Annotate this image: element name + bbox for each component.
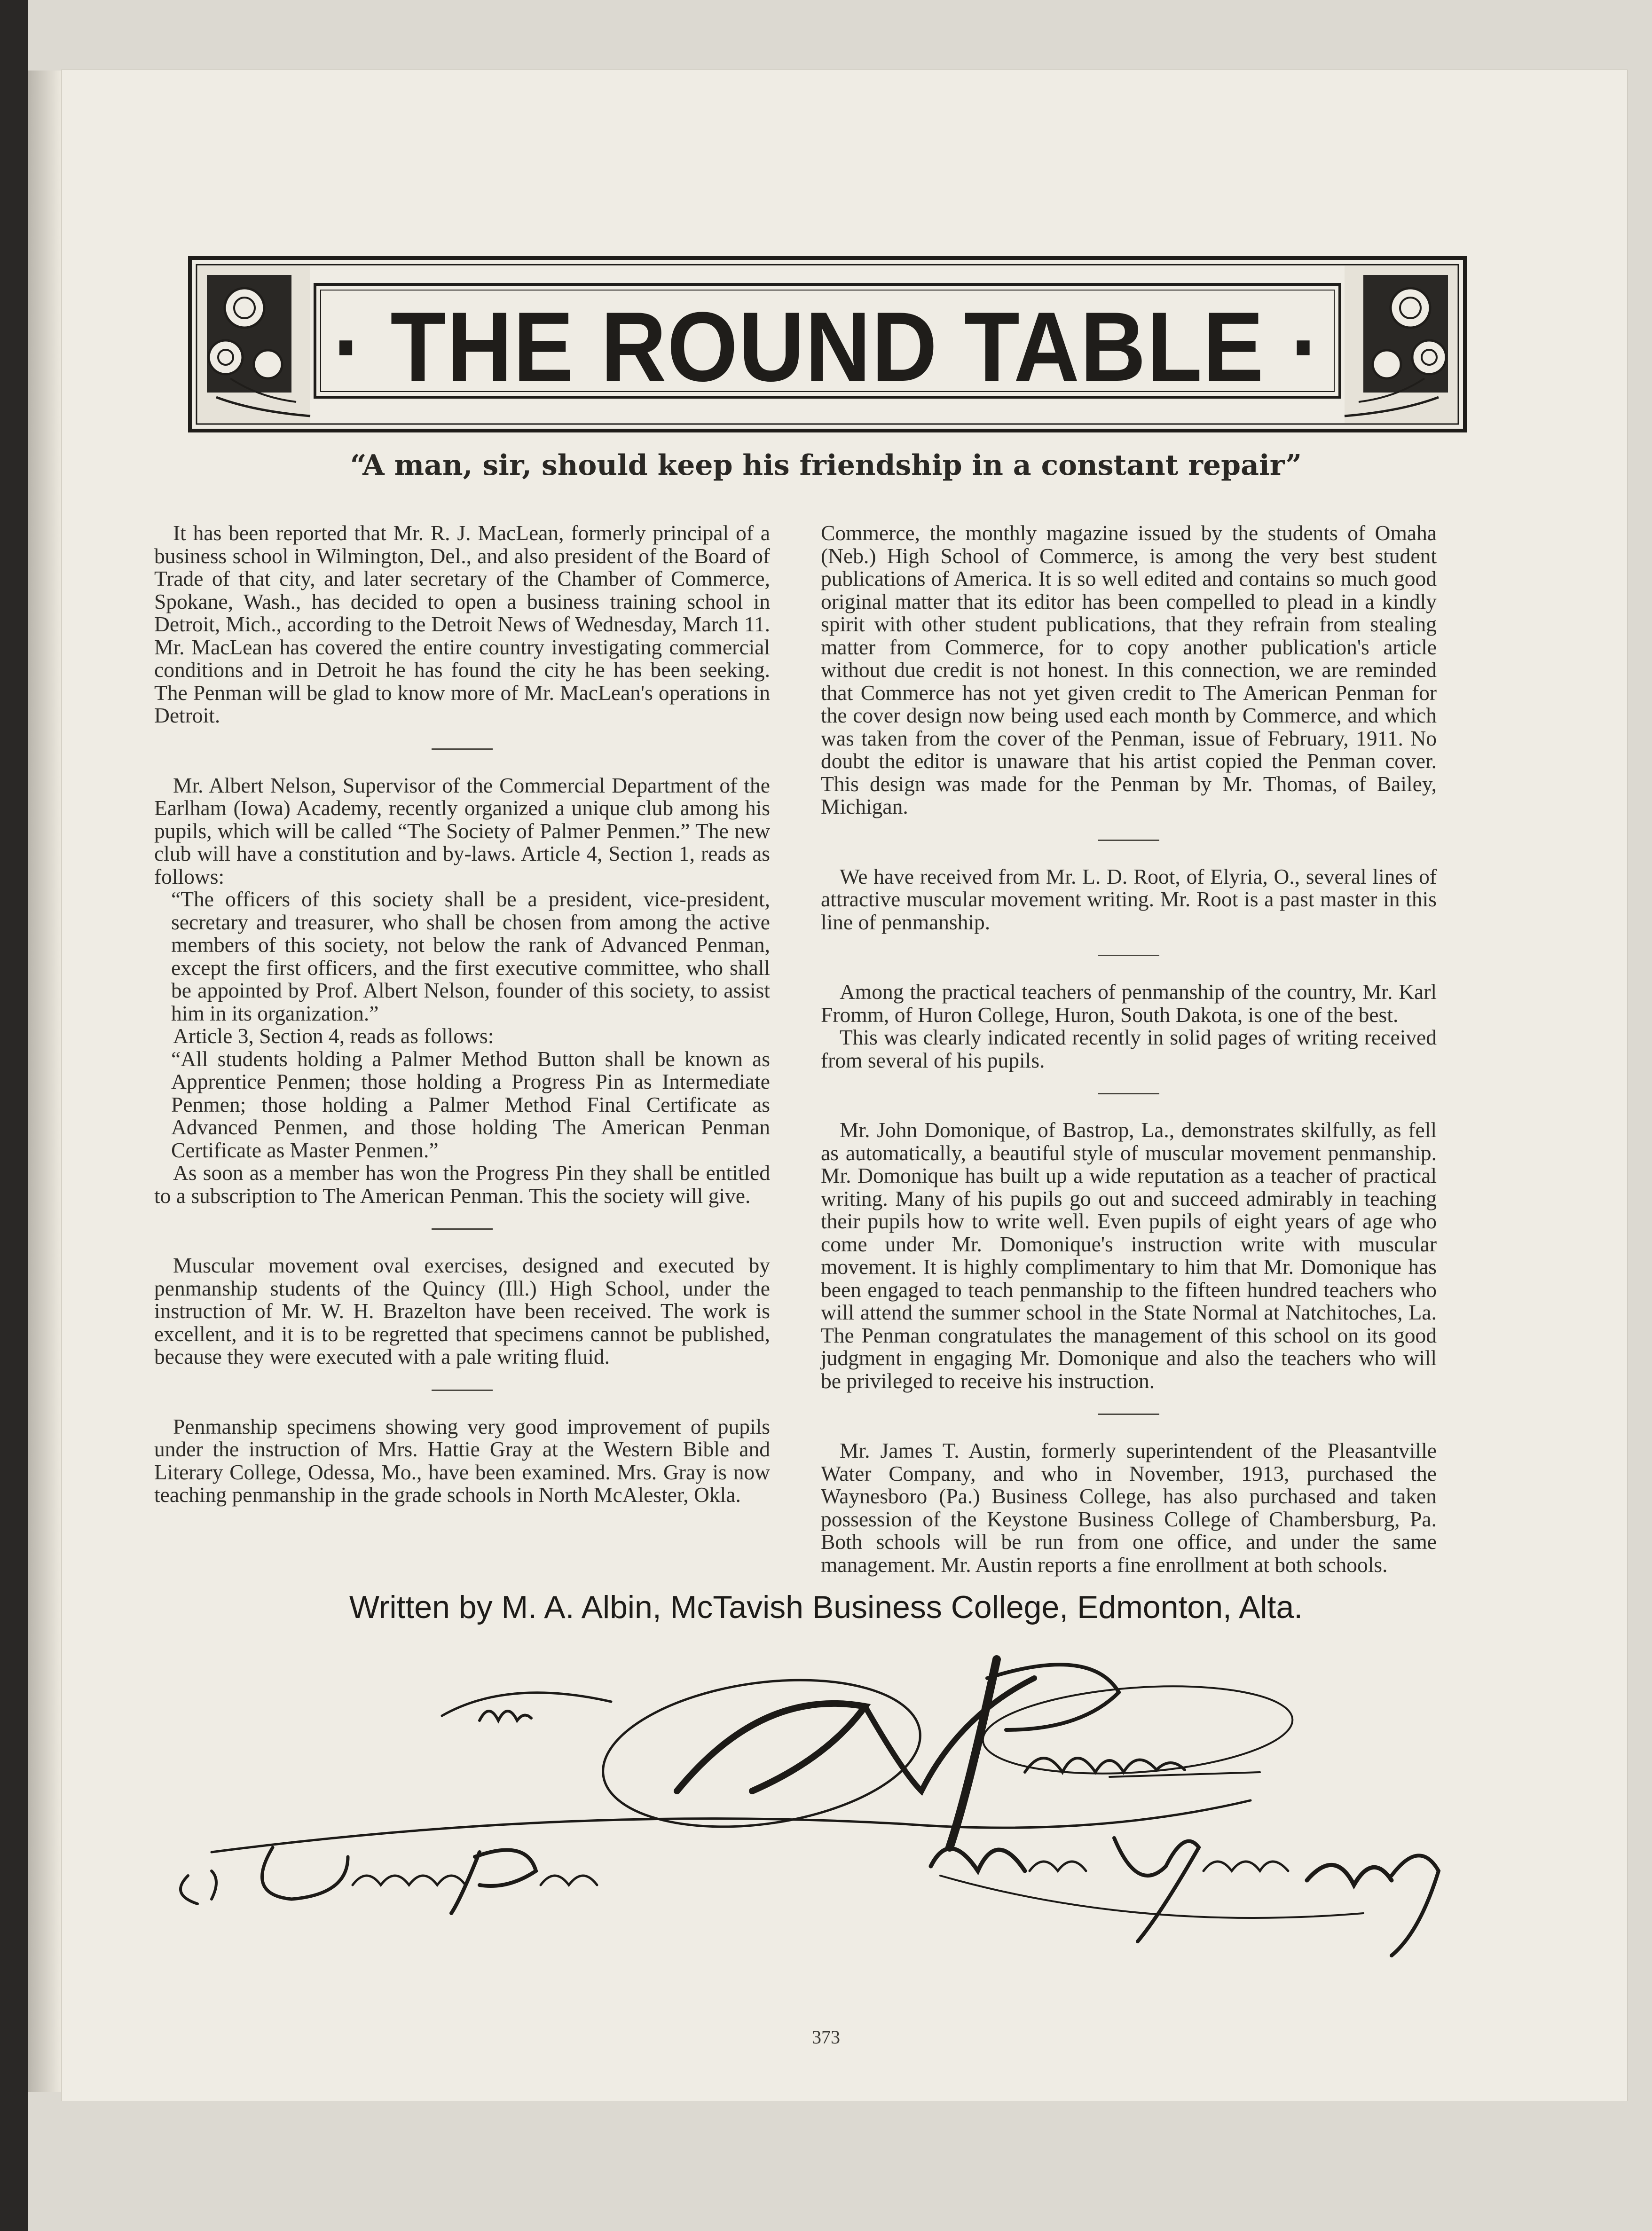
item-domonique: Mr. John Domonique, of Bastrop, La., demonstrates skilfully, as fell as automatically, a beautiful style of muscular movement penmanship. Mr. Domonique has built up a wide reputation as a teacher of practical writing. Many of his pupils go out and succeed admirably in teaching their pupils how to write well. Even pupils of eight years of age who come under Mr. Domonique's instruction write with muscular movement. It is highly complimentary to him that Mr. Domonique has been engaged to teach penmanship to the fifteen hundred teachers who will attend the summer school in the State Normal at Natchitoches, La. The Penman congratulates the management of this school on its good judgment in engaging Mr. Domonique and also the teachers who will be privileged to receive his instruction. [821,1118,1437,1393]
header-banner [188,256,1467,432]
item-maclean: It has been reported that Mr. R. J. MacLean, formerly principal of a business school in Wilmington, Del., and also president of the Board of Trade of that city, and later secretary of the Chamber of Commerce, Spokane, Wash., has decided to open a business training school in Detroit, Mich., according to the Detroit News of Wednesday, March 11. Mr. MacLean has covered the entire country investigating commercial conditions and in Detroit he has found the city he has been seeking. The Penman will be glad to know more of Mr. MacLean's operations in Detroit. [154,521,770,727]
page-number: 373 [812,2027,840,2048]
item-fromm-pupils: This was clearly indicated recently in solid pages of writing received from several of his pupils. [821,1025,1437,1072]
item-quincy: Muscular movement oval exercises, designed and executed by penmanship students of the Quincy (Ill.) High School, under the instruction of Mr. W. H. Brazelton have been received. The work is excellent, and it is to be regretted that specimens cannot be published, because they were executed with a pale writing fluid. [154,1253,770,1368]
section-divider [1098,1414,1159,1415]
section-divider [1098,1093,1159,1094]
item-nelson: Mr. Albert Nelson, Supervisor of the Commercial Department of the Earlham (Iowa) Academy, recently organized a unique club among his pupils, which will be called “The Society of Palmer Penmen.” The new club will have a constitution and by-laws. Article 4, Section 1, reads as follows: [154,773,770,888]
item-commerce: Commerce, the monthly magazine issued by the students of Omaha (Neb.) High School of Commerce, is among the very best student publications of America. It is so well edited and contains so much good original matter that its editor has been compelled to plead in a kindly spirit with other student publications, that they refrain from stealing matter from Commerce, for to copy another publication's article without due credit is not honest. In this connection, we are reminded that Commerce has not yet given credit to The American Penman for the cover design now being used each month by Commerce, and which was taken from the cover of the Penman, issue of February, 1911. No doubt the editor is unaware that his artist copied the Penman cover. This design was made for the Penman by Mr. Thomas, of Bailey, Michigan. [821,521,1437,818]
quote-article-4: “The officers of this society shall be a president, vice-president, secretary and treasurer, who shall be chosen from among the active members of this society, not below the rank of Advanced Penman, except the first officers, and the first executive committee, who shall be appointed by Prof. Albert Nelson, founder of this society, to assist him in its organization.” [171,887,770,1025]
item-gray: Penmanship specimens showing very good improvement of pupils under the instruction of Mrs. Hattie Gray at the Western Bible and Literary College, Odessa, Mo., have been examined. Mrs. Gray is now teaching penmanship in the grade schools in North McAlester, Okla. [154,1414,770,1507]
item-progress-pin: As soon as a member has won the Progress Pin they shall be entitled to a subscription to The American Penman. This the society will give. [154,1161,770,1208]
scanner-bed-edge [0,0,28,2231]
quote-article-3: “All students holding a Palmer Method Button shall be known as Apprentice Penmen; those holding a Progress Pin as Intermediate Penmen; those holding a Palmer Method Final Certificate as Advanced Penmen, and those holding The American Penman Certificate as Master Penmen.” [171,1046,770,1162]
penmanship-credit: Written by M. A. Albin, McTavish Business College, Edmonton, Alta. [349,1589,1303,1625]
item-fromm: Among the practical teachers of penmanship of the country, Mr. Karl Fromm, of Huron College, Huron, South Dakota, is one of the best. [821,980,1437,1027]
item-root: We have received from Mr. L. D. Root, of Elyria, O., several lines of attractive muscular movement writing. Mr. Root is a past master in this line of penmanship. [821,864,1437,934]
section-divider [432,1390,493,1391]
right-column [821,522,1437,1576]
item-austin: Mr. James T. Austin, formerly superintendent of the Pleasantville Water Company, and who in November, 1913, purchased the Waynesboro (Pa.) Business College, has also purchased and taken possession of the Keystone Business College of Chambersburg, Pa. Both schools will be run from one office, and under the same management. Mr. Austin reports a fine enrollment at both schools. [821,1438,1437,1577]
section-divider [432,1228,493,1230]
signature-flourish-image [150,1650,1476,1979]
item-article-3: Article 3, Section 4, reads as follows: [173,1024,494,1048]
section-divider [1098,955,1159,956]
book-spine [28,71,61,2092]
section-divider [432,748,493,750]
section-title: · THE ROUND TABLE · [333,291,1322,402]
section-divider [1098,840,1159,841]
motto-quote: “A man, sir, should keep his friendship in a constant repair” [350,449,1302,482]
left-column [154,522,770,1507]
